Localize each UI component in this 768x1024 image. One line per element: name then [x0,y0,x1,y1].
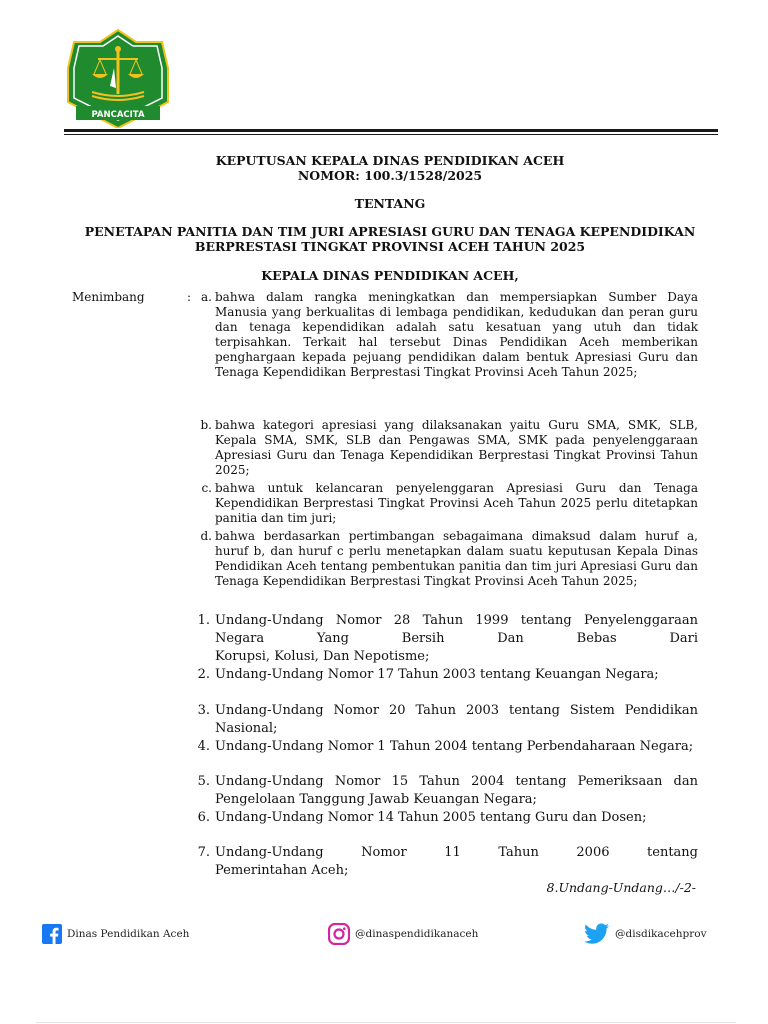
twitter-handle: @disdikacehprov [615,928,707,940]
item-marker: 6. [197,810,210,825]
facebook-handle: Dinas Pendidikan Aceh [67,928,190,940]
item-text: bahwa kategori apresiasi yang dilaksanakan yaitu Guru SMA, SMK, SLB, Kepala SMA, SMK, SLB dan Pengawas SMA, SMK pada penyelenggaraan Apresiasi Guru dan Tenaga Kependidikan Berprestasi Tingkat Provinsi Tahun 2025; [215,418,698,477]
authority-heading: KEPALA DINAS PENDIDIKAN ACEH, [261,268,519,283]
menimbang-item [190,418,698,478]
item-marker: 7. [197,845,210,860]
item-marker: a. [201,290,212,304]
subject-line-2: BERPRESTASI TINGKAT PROVINSI ACEH TAHUN 2025 [194,239,586,254]
decree-title: KEPUTUSAN KEPALA DINAS PENDIDIKAN ACEH [215,153,565,168]
item-text: bahwa berdasarkan pertimbangan sebagaimana dimaksud dalam huruf a, huruf b, dan huruf c perlu menetapkan dalam suatu keputusan Kepala Dinas Pendidikan Aceh tentang pembentukan panitia dan tim juri Apresiasi Guru dan Tenaga Kependidikan Berprestasi Tingkat Provinsi Aceh Tahun 2025; [215,529,698,588]
item-marker: 3. [197,703,210,718]
item-text: Undang-Undang Nomor 1 Tahun 2004 tentang Perbendaharaan Negara; [215,739,694,754]
footer-instagram[interactable] [328,924,478,944]
item-marker: c. [201,481,212,495]
mengingat-item [190,738,698,756]
tentang-heading: TENTANG [354,196,426,211]
menimbang-item [190,481,698,526]
subject-line-1: PENETAPAN PANITIA DAN TIM JURI APRESIASI GURU DAN TENAGA KEPENDIDIKAN [84,224,696,239]
pancacita-logo [62,28,174,128]
item-text-last-line: Korupsi, Kolusi, Dan Nepotisme; [215,649,430,664]
menimbang-label: Menimbang [72,290,145,304]
item-text: Undang-Undang Nomor 17 Tahun 2003 tentang Keuangan Negara; [215,667,659,682]
item-text: Undang-Undang Nomor 15 Tahun 2004 tentang Pemeriksaan dan Pengelolaan Tanggung Jawab Keuangan Negara; [215,774,698,807]
mengingat-item [190,702,698,738]
instagram-icon [328,923,350,945]
item-marker: 1. [197,613,210,628]
mengingat-item [190,844,698,880]
footer-divider [36,1022,736,1023]
logo-text: PANCACITA [91,110,145,120]
header-rule-thin [64,134,718,135]
decree-number: NOMOR: 100.3/1528/2025 [297,168,483,183]
item-text: bahwa untuk kelancaran penyelenggaran Apresiasi Guru dan Tenaga Kependidikan Berprestasi Tingkat Provinsi Aceh Tahun 2025 perlu ditetapkan panitia dan tim juri; [215,481,698,525]
footer-twitter[interactable] [584,924,707,944]
item-text: Undang-Undang Nomor 11 Tahun 2006 tentang [215,845,698,860]
instagram-handle: @dinaspendidikanaceh [355,928,479,940]
mengingat-item [190,612,698,666]
menimbang-item [190,529,698,589]
item-text-last-line: Pemerintahan Aceh; [215,863,349,878]
next-page-reference: 8.Undang-Undang…/-2- [546,880,696,895]
item-marker: 5. [197,774,210,789]
item-marker: b. [200,418,212,432]
menimbang-item [190,290,698,380]
header-rule-thick [64,129,718,132]
item-marker: d. [200,529,212,543]
footer-facebook[interactable] [42,924,189,944]
item-text: Undang-Undang Nomor 14 Tahun 2005 tentang Guru dan Dosen; [215,810,647,825]
item-marker: 4. [197,739,210,754]
item-text: Undang-Undang Nomor 28 Tahun 1999 tentang Penyelenggaraan Negara Yang Bersih Dan Bebas Dari [215,613,698,646]
item-text: bahwa dalam rangka meningkatkan dan mempersiapkan Sumber Daya Manusia yang berkualitas di lembaga pendidikan, kedudukan dan peran guru dan tenaga kependidikan adalah satu kesatuan yang utuh dan tidak terpisahkan. Terkait hal tersebut Dinas Pendidikan Aceh memberikan penghargaan kepada pejuang pendidikan dalam bentuk Apresiasi Guru dan Tenaga Kependidikan Berprestasi Tingkat Provinsi Aceh Tahun 2025; [215,290,698,379]
facebook-icon [42,924,62,944]
twitter-icon [584,923,610,945]
menimbang-colon: : [187,290,192,304]
item-marker: 2. [197,667,210,682]
mengingat-item [190,773,698,809]
mengingat-item [190,809,698,827]
item-text: Undang-Undang Nomor 20 Tahun 2003 tentang Sistem Pendidikan Nasional; [215,703,698,736]
mengingat-item [190,666,698,684]
